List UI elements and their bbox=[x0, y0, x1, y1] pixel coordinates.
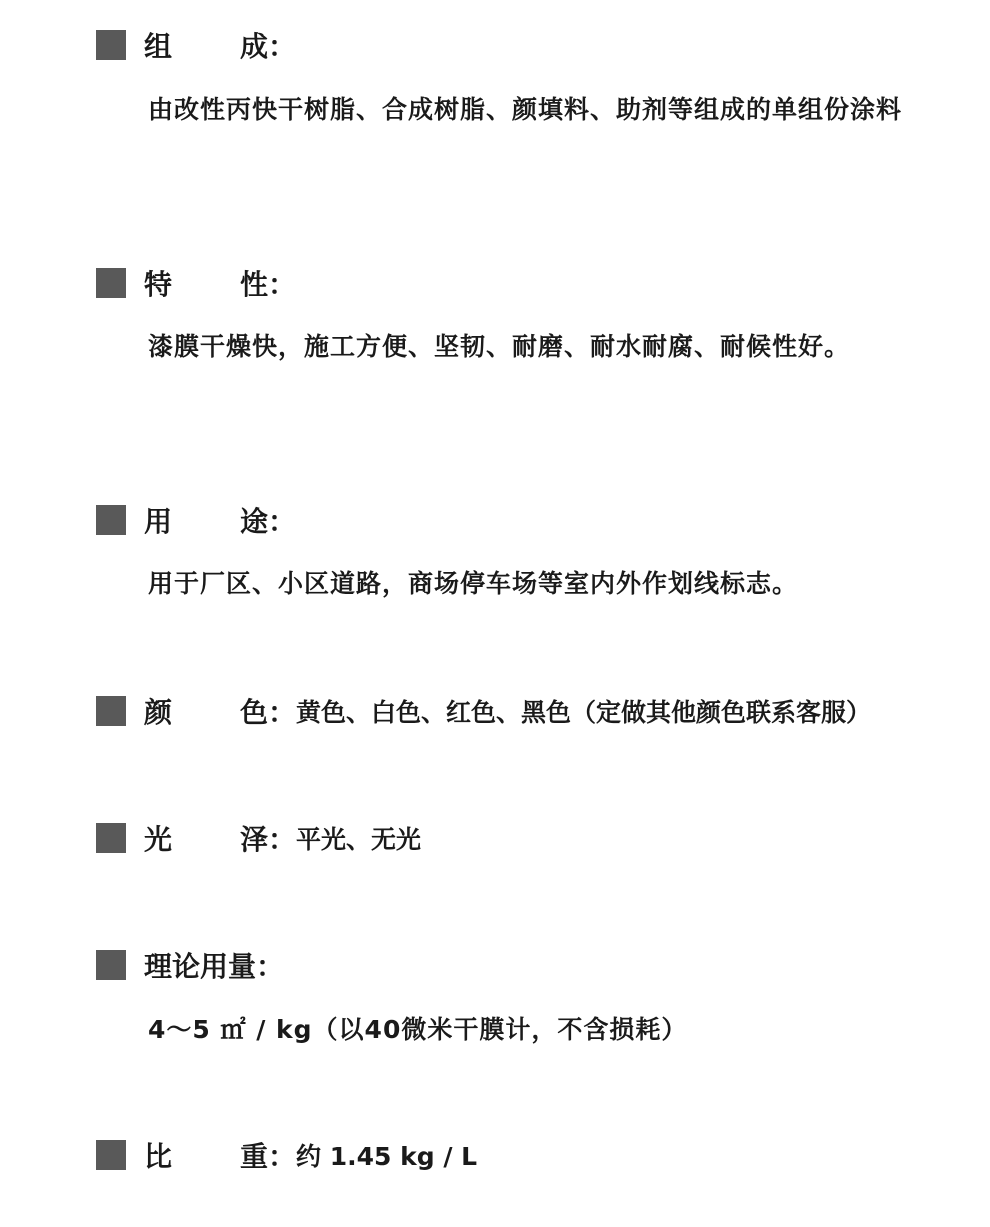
heading-gloss bbox=[96, 820, 421, 856]
gloss-value: 平光、无光 bbox=[296, 825, 422, 854]
usage-text: 用于厂区、小区道路，商场停车场等室内外作划线标志。 bbox=[148, 569, 799, 598]
bullet-square-icon bbox=[96, 505, 126, 535]
density-value: 约 1.45 kg / L bbox=[296, 1142, 478, 1171]
bullet-square-icon bbox=[96, 950, 126, 980]
heading-properties bbox=[96, 265, 296, 301]
heading-label: 比 重： bbox=[144, 1140, 297, 1173]
composition-text: 由改性丙快干树脂、合成树脂、颜填料、助剂等组成的单组份涂料 bbox=[148, 95, 903, 124]
heading-label: 理论用量： bbox=[144, 950, 285, 983]
heading-coverage bbox=[96, 947, 284, 983]
heading-usage bbox=[96, 502, 296, 538]
bullet-square-icon bbox=[96, 823, 126, 853]
heading-label: 光 泽： bbox=[144, 823, 297, 856]
heading-label: 颜 色： bbox=[144, 696, 297, 729]
bullet-square-icon bbox=[96, 1140, 126, 1170]
heading-density bbox=[96, 1137, 477, 1173]
heading-color bbox=[96, 693, 871, 729]
bullet-square-icon bbox=[96, 696, 126, 726]
coverage-text: 4～5 ㎡ / kg（以40微米干膜计，不含损耗） bbox=[148, 1015, 688, 1044]
heading-label: 组 成： bbox=[144, 30, 297, 63]
bullet-square-icon bbox=[96, 268, 126, 298]
heading-label: 特 性： bbox=[144, 268, 297, 301]
color-value: 黄色、白色、红色、黑色（定做其他颜色联系客服） bbox=[296, 698, 872, 727]
heading-label: 用 途： bbox=[144, 505, 297, 538]
properties-text: 漆膜干燥快，施工方便、坚韧、耐磨、耐水耐腐、耐候性好。 bbox=[148, 332, 851, 361]
bullet-square-icon bbox=[96, 30, 126, 60]
heading-composition bbox=[96, 27, 296, 63]
